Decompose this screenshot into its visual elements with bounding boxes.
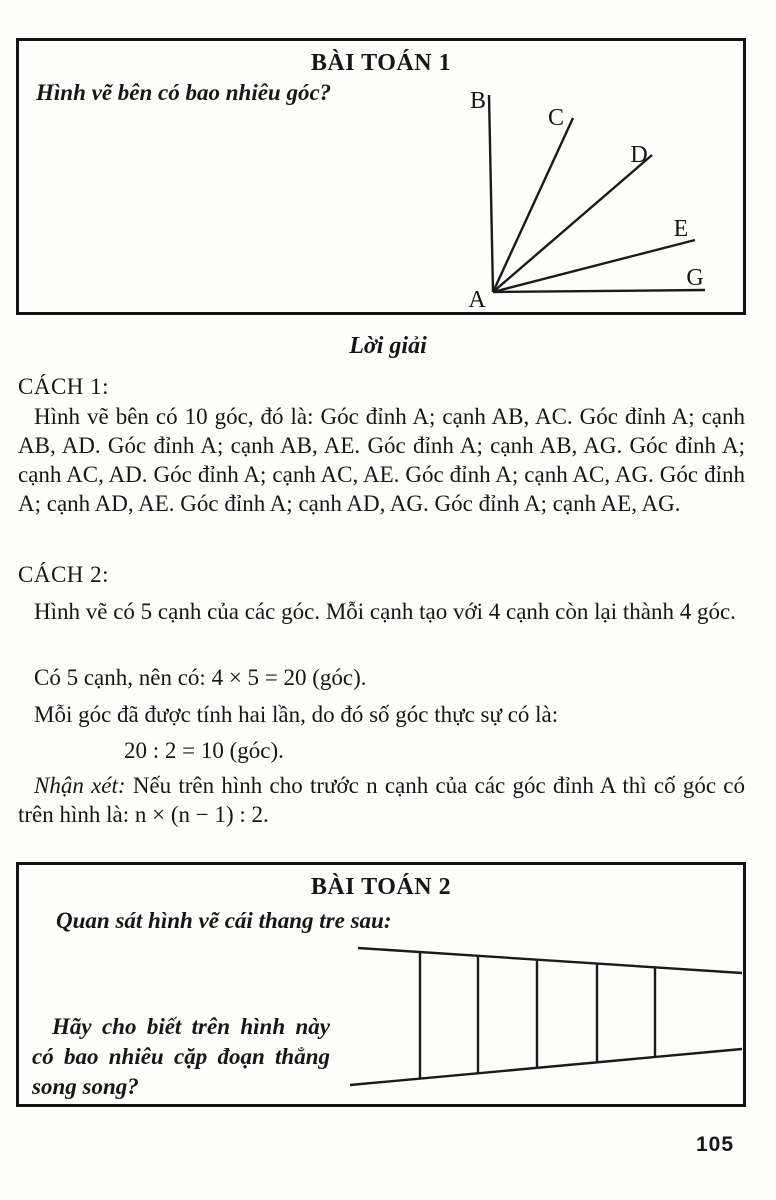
problem1-question: Hình vẽ bên có bao nhiêu góc? [36, 80, 332, 105]
ray-label-d: D [630, 142, 648, 168]
problem2-question: Hãy cho biết trên hình này có bao nhiêu cặp đoạn thẳng song song? [32, 1014, 330, 1099]
problem2-title: BÀI TOÁN 2 [310, 874, 452, 900]
method2-heading: CÁCH 2: [18, 562, 110, 587]
ray-label-g: G [686, 265, 704, 291]
method2-paragraph: Hình vẽ có 5 cạnh của các góc. Mỗi cạnh tạo với 4 cạnh còn lại thành 4 góc. [34, 599, 736, 624]
page-number: 105 [696, 1133, 735, 1156]
ray-label-c: C [547, 105, 565, 131]
problem1-title: BÀI TOÁN 1 [310, 50, 452, 76]
remark-paragraph [18, 771, 745, 829]
ray-ag [493, 290, 705, 292]
solution-heading: Lời giải [349, 333, 427, 359]
remark-label: Nhận xét: [34, 773, 126, 798]
ray-ac [493, 118, 573, 292]
problem2-intro: Quan sát hình vẽ cái thang tre sau: [56, 908, 392, 933]
ladder-rail-top [358, 948, 742, 973]
method2-note-line: Mỗi góc đã được tính hai lần, do đó số góc thực sự có là: [34, 702, 559, 727]
method1-heading: CÁCH 1: [18, 374, 110, 399]
remark-text: Nếu trên hình cho trước n cạnh của các góc đỉnh A thì cố góc có trên hình là: n × (n − 1) : 2. [18, 773, 746, 827]
ladder-rail-bottom [350, 1049, 742, 1085]
angle-figure [440, 75, 746, 320]
ladder-figure [340, 935, 750, 1100]
vertex-label-a: A [468, 287, 486, 313]
method2-formula: 20 : 2 = 10 (góc). [124, 738, 284, 763]
method2-count-line: Có 5 cạnh, nên có: 4 × 5 = 20 (góc). [34, 665, 367, 690]
ray-ab [489, 95, 493, 292]
method1-paragraph: Hình vẽ bên có 10 góc, đó là: Góc đỉnh A; cạnh AB, AC. Góc đỉnh A; cạnh AB, AD. Góc đỉnh A; cạnh AB, AE. Góc đỉnh A; cạnh AB, AG. Góc đỉnh A; cạnh AC, AD. Góc đỉnh A; cạnh AC, AE. Góc đỉnh A; cạnh AC, AG. Góc đỉnh A; cạnh AD, AE. Góc đỉnh A; cạnh AD, AG. Góc đỉnh A; cạnh AE, AG. [18, 404, 745, 516]
ray-label-b: B [469, 88, 487, 114]
ray-label-e: E [673, 216, 689, 242]
